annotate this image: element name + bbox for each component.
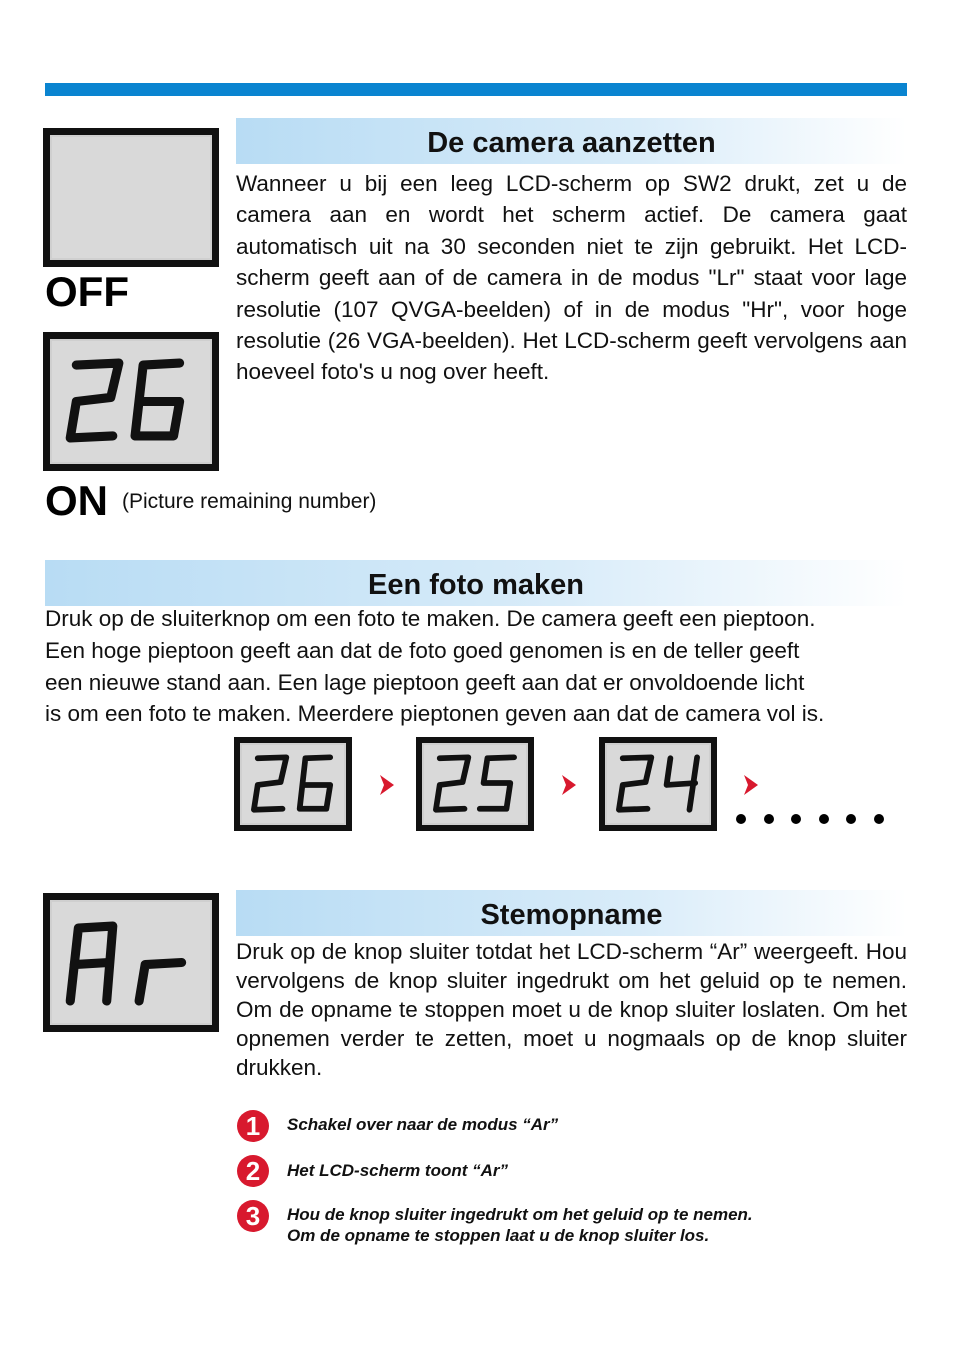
step-number-badge: 3: [237, 1200, 269, 1232]
lcd-digits: [240, 743, 346, 825]
body-line: Druk op de sluiterknop om een foto te maken. De camera geeft een pieptoon.: [45, 606, 816, 631]
lcd-digits: [605, 743, 711, 825]
step-text: [287, 1160, 508, 1181]
lcd-countdown-24: [599, 737, 717, 831]
section-heading-take-photo: Een foto maken: [45, 560, 907, 606]
top-accent-bar: [45, 83, 907, 96]
section-body-voice-recording: Druk op de knop sluiter totdat het LCD-scherm “Ar” weergeeft. Hou vervolgens de knop sluiter ingedrukt om het geluid op te nemen. Om de opname te stoppen moet u de knop sluiter loslaten. Om het opnemen verder te zetten, moet u nogmaals op de knop sluiter drukken.: [236, 939, 907, 1080]
lcd-countdown-26: [234, 737, 352, 831]
section-heading-camera-on: De camera aanzetten: [236, 118, 907, 164]
lcd-display-off: [43, 128, 219, 267]
step-number-badge: 2: [237, 1155, 269, 1187]
step-text: [287, 1114, 558, 1135]
ellipsis-dots: [736, 814, 884, 824]
lcd-countdown-25: [416, 737, 534, 831]
lcd-screen-blank: [48, 133, 214, 262]
section-body-camera-on: Wanneer u bij een leeg LCD-scherm op SW2 drukt, zet u de camera aan en wordt het scherm actief. De camera gaat automatisch uit na 30 seconden niet te zijn gebruikt. Het LCD-scherm geeft aan of de camera in de modus "Lr" staat voor lage resolutie (107 QVGA-beelden) of in de modus "Hr", voor hoge resolutie (26 VGA-beelden). Het LCD-scherm geeft vervolgens aan hoeveel foto's u nog over heeft.: [236, 171, 907, 385]
arrow-right-icon: [740, 772, 762, 798]
dot: [874, 814, 884, 824]
section-body-take-photo: [45, 603, 925, 730]
step-line: Om de opname te stoppen laat u de knop sluiter los.: [287, 1226, 710, 1245]
arrow-right-icon: [558, 772, 580, 798]
body-line: is om een foto te maken. Meerdere pieptonen geven aan dat de camera vol is.: [45, 701, 825, 727]
dot: [846, 814, 856, 824]
on-label: ON: [45, 477, 108, 524]
body-line: een nieuwe stand aan. Een lage pieptoon geeft aan dat er onvoldoende licht: [45, 669, 805, 695]
section-heading-voice-recording: Stemopname: [236, 890, 907, 936]
step-line: Schakel over naar de modus “Ar”: [287, 1115, 559, 1134]
body-line: Een hoge pieptoon geeft aan dat de foto goed genomen is en de teller geeft: [45, 637, 800, 663]
dot: [736, 814, 746, 824]
dot: [819, 814, 829, 824]
lcd-digits: [50, 900, 212, 1025]
step-line: Hou de knop sluiter ingedrukt om het geluid op te nemen.: [287, 1205, 753, 1224]
lcd-display-ar: [43, 893, 219, 1032]
step-number-badge: 1: [237, 1110, 269, 1142]
dot: [764, 814, 774, 824]
step-line: Het LCD-scherm toont “Ar”: [287, 1161, 509, 1180]
arrow-right-icon: [376, 772, 398, 798]
lcd-digits: [50, 339, 212, 464]
lcd-digits: [422, 743, 528, 825]
off-label: OFF: [45, 268, 129, 315]
dot: [791, 814, 801, 824]
on-caption: (Picture remaining number): [122, 490, 377, 513]
lcd-display-on: [43, 332, 219, 471]
step-text: [287, 1204, 753, 1246]
